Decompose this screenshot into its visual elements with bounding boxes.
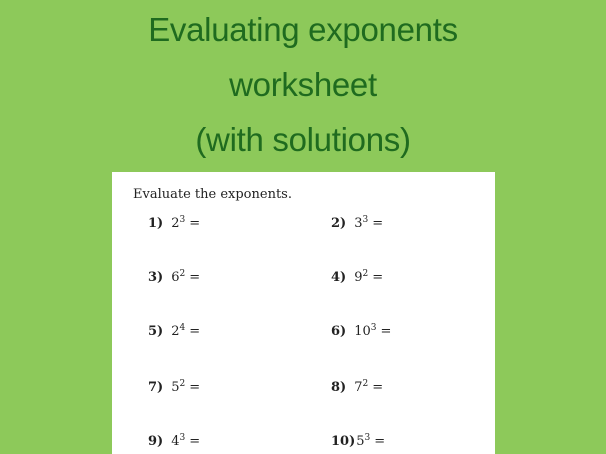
page-title — [0, 2, 606, 167]
problem-expression — [171, 380, 200, 395]
problem-7 — [148, 380, 200, 395]
problem-number: 10) — [331, 434, 356, 449]
equals-sign: = — [372, 216, 384, 231]
problem-expression — [354, 324, 391, 339]
problem-number: 9) — [148, 434, 164, 449]
equals-sign: = — [189, 324, 201, 339]
problem-number: 2) — [331, 216, 347, 231]
problem-base: 7 — [354, 380, 363, 395]
problem-expression — [171, 216, 200, 231]
problem-number: 5) — [148, 324, 164, 339]
problem-exponent: 2 — [362, 269, 369, 279]
problem-expression — [171, 324, 200, 339]
equals-sign: = — [189, 434, 201, 449]
title-line-2: worksheet — [229, 66, 377, 103]
problem-exponent: 2 — [362, 379, 369, 389]
problem-6 — [331, 324, 391, 339]
problem-base: 5 — [356, 434, 365, 449]
problem-exponent: 3 — [370, 323, 377, 333]
problem-exponent: 3 — [362, 215, 369, 225]
problem-number: 4) — [331, 270, 347, 285]
problem-base: 2 — [171, 216, 180, 231]
problem-number: 7) — [148, 380, 164, 395]
problem-exponent: 4 — [179, 323, 186, 333]
problem-number: 6) — [331, 324, 347, 339]
title-line-1: Evaluating exponents — [148, 11, 458, 48]
problem-base: 2 — [171, 324, 180, 339]
problem-base: 4 — [171, 434, 180, 449]
problem-base: 3 — [354, 216, 363, 231]
equals-sign: = — [380, 324, 392, 339]
equals-sign: = — [189, 380, 201, 395]
problem-exponent: 3 — [364, 433, 371, 443]
problem-number: 3) — [148, 270, 164, 285]
problem-9 — [148, 434, 200, 449]
problem-number: 8) — [331, 380, 347, 395]
problem-10 — [331, 434, 385, 449]
equals-sign: = — [189, 270, 201, 285]
equals-sign: = — [372, 270, 384, 285]
problem-expression — [354, 216, 383, 231]
problem-base: 6 — [171, 270, 180, 285]
problem-base: 5 — [171, 380, 180, 395]
problem-expression — [171, 434, 200, 449]
equals-sign: = — [372, 380, 384, 395]
problem-exponent: 2 — [179, 269, 186, 279]
problem-base: 10 — [354, 324, 371, 339]
equals-sign: = — [189, 216, 201, 231]
problem-8 — [331, 380, 383, 395]
problem-expression — [354, 270, 383, 285]
worksheet-preview — [112, 172, 495, 454]
problem-2 — [331, 216, 383, 231]
problem-3 — [148, 270, 200, 285]
worksheet-instruction: Evaluate the exponents. — [133, 187, 292, 202]
problem-number: 1) — [148, 216, 164, 231]
problem-expression — [354, 380, 383, 395]
title-line-3: (with solutions) — [195, 121, 411, 158]
problem-exponent: 2 — [179, 379, 186, 389]
equals-sign: = — [374, 434, 386, 449]
problem-5 — [148, 324, 200, 339]
problem-exponent: 3 — [179, 215, 186, 225]
problem-1 — [148, 216, 200, 231]
problem-4 — [331, 270, 383, 285]
problem-expression — [356, 434, 385, 449]
problem-expression — [171, 270, 200, 285]
problem-base: 9 — [354, 270, 363, 285]
problem-exponent: 3 — [179, 433, 186, 443]
